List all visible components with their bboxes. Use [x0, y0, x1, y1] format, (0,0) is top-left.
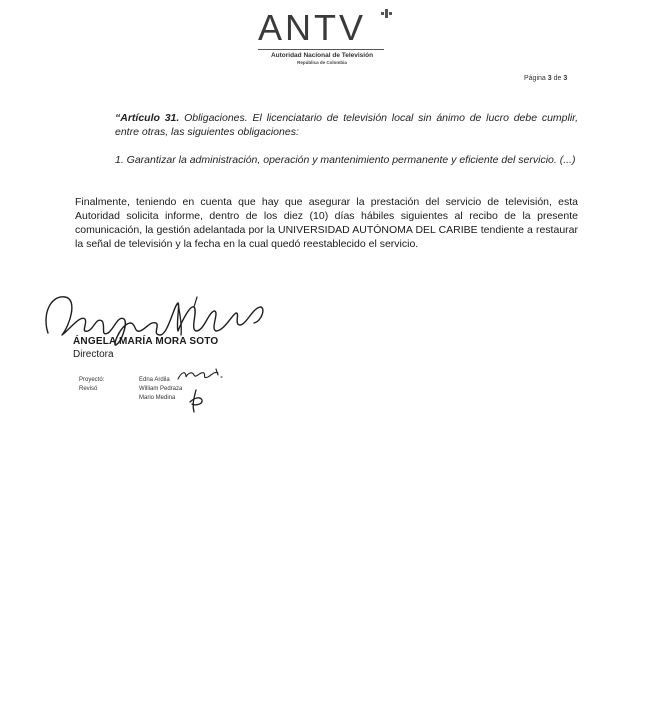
- quoted-obligation: 1. Garantizar la administración, operación y mantenimiento permanente y eficiente del servicio. (...): [115, 154, 576, 166]
- article-text: Obligaciones. El licenciatario de televisión local sin ánimo de lucro debe cumplir, entre otras, las siguientes obligaciones:: [115, 112, 578, 138]
- logo-underline: [258, 49, 384, 50]
- reviewed-name-2: Mario Medina: [139, 395, 176, 401]
- page-number: [524, 75, 567, 82]
- logo-plus-icon: [378, 6, 396, 24]
- body-paragraph: Finalmente, teniendo en cuenta que hay que asegurar la prestación del servicio de televisión, esta Autoridad solicita informe, dentro de los diez (10) días hábiles siguientes al recibo de la presente comunicación, la gestión adelantada por la UNIVERSIDAD AUTÓNOMA DEL CARIBE tendiente a restaurar la señal de televisión y la fecha en la cual quedó reestablecido el servicio.: [75, 196, 578, 250]
- reviewed-initials: [186, 388, 206, 414]
- logo-wordmark: ANTV: [258, 7, 367, 48]
- page-label: Página: [524, 75, 546, 82]
- article-heading: “Artículo 31.: [115, 112, 180, 124]
- projected-initials: [176, 367, 224, 383]
- logo-subtitle: Autoridad Nacional de Televisión: [270, 52, 374, 59]
- page-total: 3: [563, 75, 568, 82]
- projected-label: Proyectó:: [79, 377, 105, 383]
- page-separator: de: [553, 75, 562, 82]
- reviewed-name-1: William Pedraza: [139, 386, 183, 392]
- antv-logo: [250, 6, 400, 66]
- page-current: 3: [547, 75, 552, 82]
- reviewed-label: Revisó: [79, 386, 98, 392]
- logo-country: República de Colombia: [297, 60, 347, 65]
- signer-name: ÁNGELA MARÍA MORA SOTO: [73, 336, 219, 347]
- projected-name: Edna Ardila: [139, 377, 170, 383]
- signer-title: Directora: [73, 349, 114, 360]
- quoted-article: [115, 111, 578, 139]
